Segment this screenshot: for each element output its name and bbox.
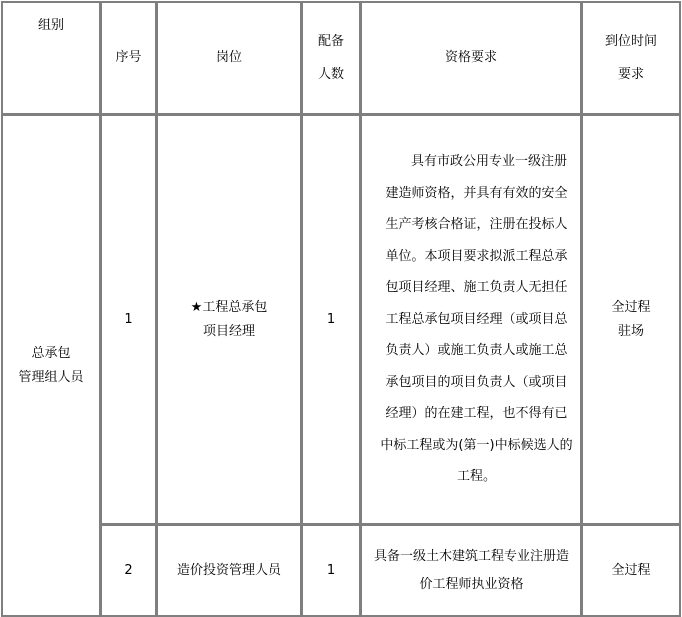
row2-requirement xyxy=(361,525,582,617)
row1-count-value: 1 xyxy=(326,311,336,327)
header-group xyxy=(2,2,101,115)
row2-requirement-text: 具备一级土木建筑工程专业注册造价工程师执业资格 xyxy=(373,548,569,592)
header-arrival-line2: 要求 xyxy=(617,67,644,82)
table-header-row xyxy=(2,2,681,115)
row1-seq-value: 1 xyxy=(124,311,133,327)
group-line2: 管理组人员 xyxy=(18,369,84,385)
header-requirement xyxy=(361,2,582,115)
header-seq-label: 序号 xyxy=(115,50,142,65)
row2-arrival xyxy=(582,525,681,617)
row2-arrival-value: 全过程 xyxy=(611,562,651,578)
row1-requirement xyxy=(361,115,582,525)
header-count xyxy=(302,2,361,115)
row1-position-line1: ★工程总承包 xyxy=(190,299,268,315)
header-count-line1: 配备 xyxy=(317,34,344,49)
row1-position-line2: 项目经理 xyxy=(202,323,255,339)
header-group-label: 组别 xyxy=(37,18,64,33)
header-position xyxy=(157,2,302,115)
group-line1: 总承包 xyxy=(31,345,71,361)
row1-position xyxy=(157,115,302,525)
row1-requirement-text: 具有市政公用专业一级注册建造师资格，并具有有效的安全生产考核合格证，注册在投标人单位。本项目要求拟派工程总承包项目经理、施工负责人无担任工程总承包项目经理（或项目总负责人）或施工负责人或施工总承包项目的项目负责人（或项目经理）的在建工程，也不得有已中标工程或为(第一)中标候选人的工程。 xyxy=(380,154,573,485)
row1-arrival-line1: 全过程 xyxy=(611,299,651,315)
row1-arrival xyxy=(582,115,681,525)
row2-seq xyxy=(101,525,157,617)
header-arrival-line1: 到位时间 xyxy=(604,34,657,49)
row1-arrival-line2: 驻场 xyxy=(617,323,644,339)
header-count-line2: 人数 xyxy=(317,67,344,82)
group-cell xyxy=(2,115,101,617)
row2-seq-value: 2 xyxy=(124,562,133,578)
row1-count xyxy=(302,115,361,525)
row2-count xyxy=(302,525,361,617)
row2-count-value: 1 xyxy=(326,562,336,578)
qualification-table xyxy=(1,1,681,617)
header-arrival xyxy=(582,2,681,115)
header-seq xyxy=(101,2,157,115)
table-row xyxy=(2,115,681,525)
row1-seq xyxy=(101,115,157,525)
header-requirement-label: 资格要求 xyxy=(444,50,497,65)
header-position-label: 岗位 xyxy=(215,50,242,65)
row2-position-value: 造价投资管理人员 xyxy=(176,562,281,578)
table-row xyxy=(2,525,681,617)
row2-position xyxy=(157,525,302,617)
